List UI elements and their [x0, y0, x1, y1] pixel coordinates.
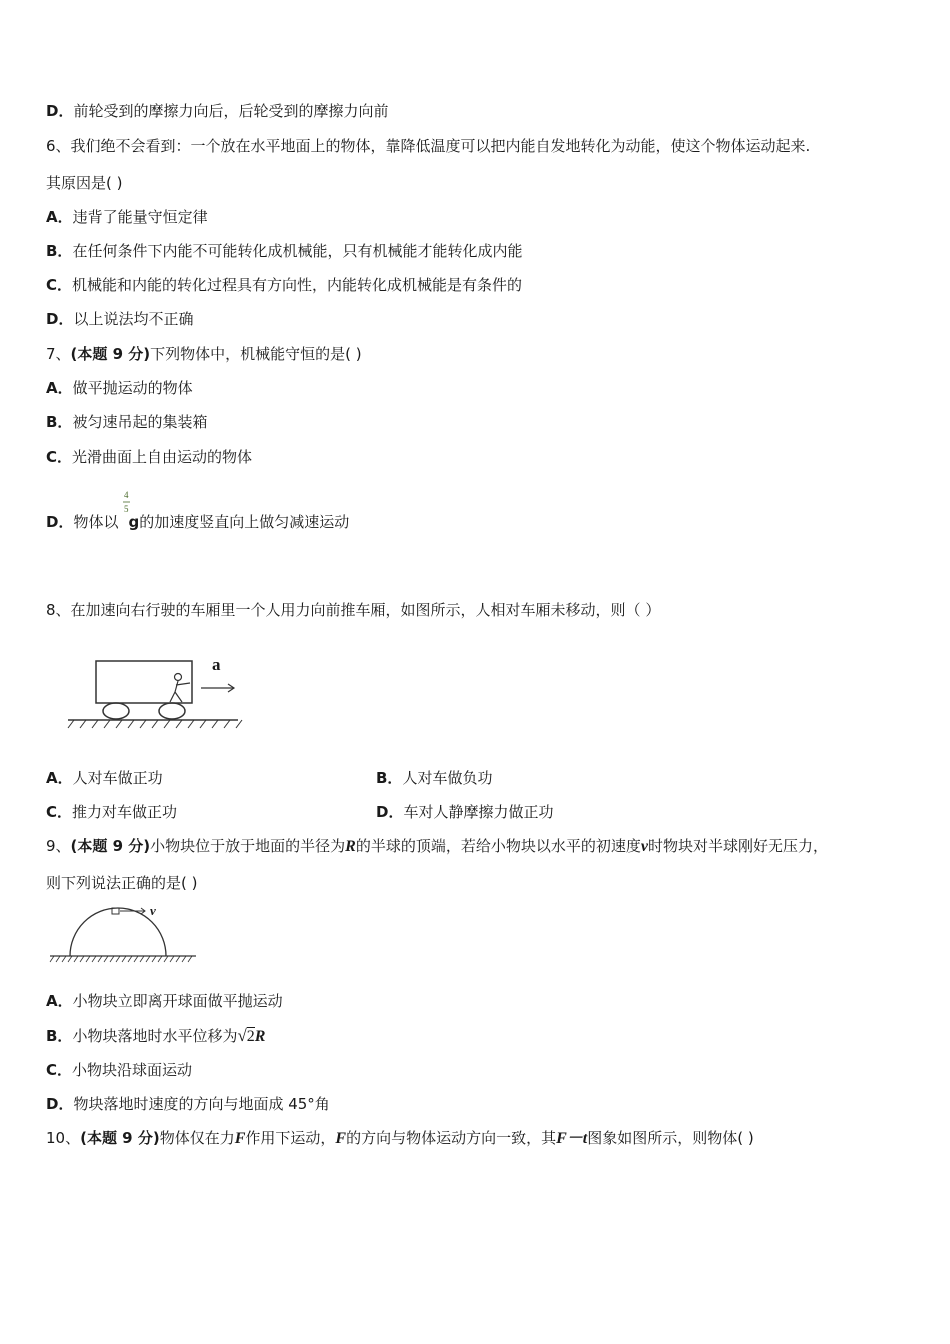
q6-stem-line2: 其原因是( ): [46, 174, 123, 192]
sqrt-argument: 2: [246, 1028, 255, 1045]
q6-stem-line1: 6、我们绝不会看到：一个放在水平地面上的物体，靠降低温度可以把内能自发地转化为动能，使这个物体运动起来.: [46, 137, 811, 155]
q9-option-a: [46, 991, 283, 1011]
option-text-post: 的加速度竖直向上做匀减速运动: [139, 513, 350, 531]
variable-r: R: [254, 1028, 266, 1045]
variable-r: R: [345, 838, 356, 855]
variable-f: F: [335, 1130, 347, 1147]
option-text: 以上说法均不正确: [73, 310, 194, 328]
gravity-symbol: g: [128, 513, 140, 531]
hemisphere-figure: [48, 903, 200, 967]
person-icon: [170, 674, 190, 703]
q8-option-b: [376, 768, 492, 788]
option-text: 在任何条件下内能不可能转化成机械能，只有机械能才能转化成内能: [72, 242, 523, 260]
question-text-pre: 物体仅在力: [159, 1129, 235, 1147]
q8-option-c: [46, 802, 177, 822]
option-letter: A．: [46, 769, 73, 787]
option-letter: B．: [46, 1027, 73, 1045]
q6-option-b: [46, 241, 522, 261]
question-text: 下列物体中，机械能守恒的是( ): [150, 345, 362, 363]
option-letter: D．: [46, 310, 74, 328]
option-text: 小物块立即离开球面做平抛运动: [72, 992, 283, 1010]
option-letter: B．: [376, 769, 403, 787]
variable-f: F: [234, 1130, 246, 1147]
question-text-post: 时物块对半球刚好无压力，: [647, 837, 828, 855]
option-letter: D．: [46, 102, 74, 120]
variable-f-t: F－t: [556, 1130, 588, 1147]
q8-option-a: [46, 768, 163, 788]
acceleration-arrow: [201, 684, 234, 692]
question-score: (本题 9 分): [70, 837, 151, 855]
q7-stem: [46, 344, 362, 364]
q9-option-c: [46, 1060, 192, 1080]
cart-wheel-left: [103, 703, 129, 719]
q6-option-d: [46, 309, 193, 329]
q9-stem-line1: [46, 836, 828, 857]
q8-option-d: [376, 802, 553, 822]
option-text-pre: 物体以: [73, 513, 119, 531]
option-letter: A．: [46, 208, 73, 226]
option-text: 人对车做正功: [72, 769, 163, 787]
option-letter: A．: [46, 379, 73, 397]
option-letter: C．: [46, 276, 73, 294]
acceleration-label: a: [212, 655, 221, 674]
question-score: (本题 9 分): [80, 1129, 160, 1147]
cart-wheel-right: [159, 703, 185, 719]
option-text: 被匀速吊起的集装箱: [72, 413, 208, 431]
option-text: 车对人静摩擦力做正功: [403, 803, 554, 821]
q7-option-a: [46, 378, 193, 398]
q5-option-d: [46, 101, 388, 121]
option-text: 光滑曲面上自由运动的物体: [72, 448, 253, 466]
option-letter: C．: [46, 1061, 73, 1079]
q9-option-d: [46, 1094, 330, 1114]
option-text: 推力对车做正功: [72, 803, 178, 821]
q8-stem: 8、在加速向右行驶的车厢里一个人用力向前推车厢，如图所示，人相对车厢未移动，则（ ）: [46, 601, 661, 619]
question-number: 9、: [46, 837, 71, 855]
option-text: 机械能和内能的转化过程具有方向性，内能转化成机械能是有条件的: [72, 276, 523, 294]
fraction-denominator: 5: [124, 504, 129, 514]
option-letter: A．: [46, 992, 73, 1010]
option-text: 物块落地时速度的方向与地面成 45°角: [73, 1095, 330, 1113]
q10-stem: [46, 1128, 754, 1149]
option-letter: D．: [46, 513, 74, 531]
fraction-numerator: 4: [124, 490, 129, 500]
sqrt-icon: √: [237, 1026, 247, 1045]
q6-option-a: [46, 207, 208, 227]
q7-option-d: [46, 512, 349, 532]
variable-v: v: [640, 838, 648, 855]
option-letter: B．: [46, 242, 73, 260]
option-text: 做平抛运动的物体: [72, 379, 193, 397]
option-text: 小物块沿球面运动: [72, 1061, 193, 1079]
question-text-post: 图象如图所示，则物体( ): [587, 1129, 754, 1147]
question-text-mid1: 作用下运动，: [245, 1129, 336, 1147]
q7-option-b: [46, 412, 207, 432]
q6-option-c: [46, 275, 522, 295]
q9-option-b: [46, 1026, 265, 1047]
option-letter: B．: [46, 413, 73, 431]
option-text: 前轮受到的摩擦力向后，后轮受到的摩擦力向前: [73, 102, 389, 120]
question-text-pre: 小物块位于放于地面的半径为: [150, 837, 346, 855]
block: [112, 908, 119, 914]
question-score: (本题 9 分): [70, 345, 151, 363]
question-text-mid2: 的方向与物体运动方向一致，其: [346, 1129, 557, 1147]
ground-hatching: [68, 720, 242, 728]
option-letter: D．: [46, 1095, 74, 1113]
option-letter: C．: [46, 448, 73, 466]
question-text-mid: 的半球的顶端，若给小物块以水平的初速度: [355, 837, 641, 855]
velocity-label: v: [150, 903, 156, 918]
option-text: 人对车做负功: [402, 769, 493, 787]
option-text: 违背了能量守恒定律: [72, 208, 208, 226]
ground-hatching: [50, 956, 192, 962]
q9-stem-line2: 则下列说法正确的是( ): [46, 874, 198, 892]
option-letter: D．: [376, 803, 404, 821]
question-number: 7、: [46, 345, 71, 363]
option-letter: C．: [46, 803, 73, 821]
option-text: 小物块落地时水平位移为: [72, 1027, 238, 1045]
q7-option-c: [46, 447, 252, 467]
question-number: 10、: [46, 1129, 81, 1147]
